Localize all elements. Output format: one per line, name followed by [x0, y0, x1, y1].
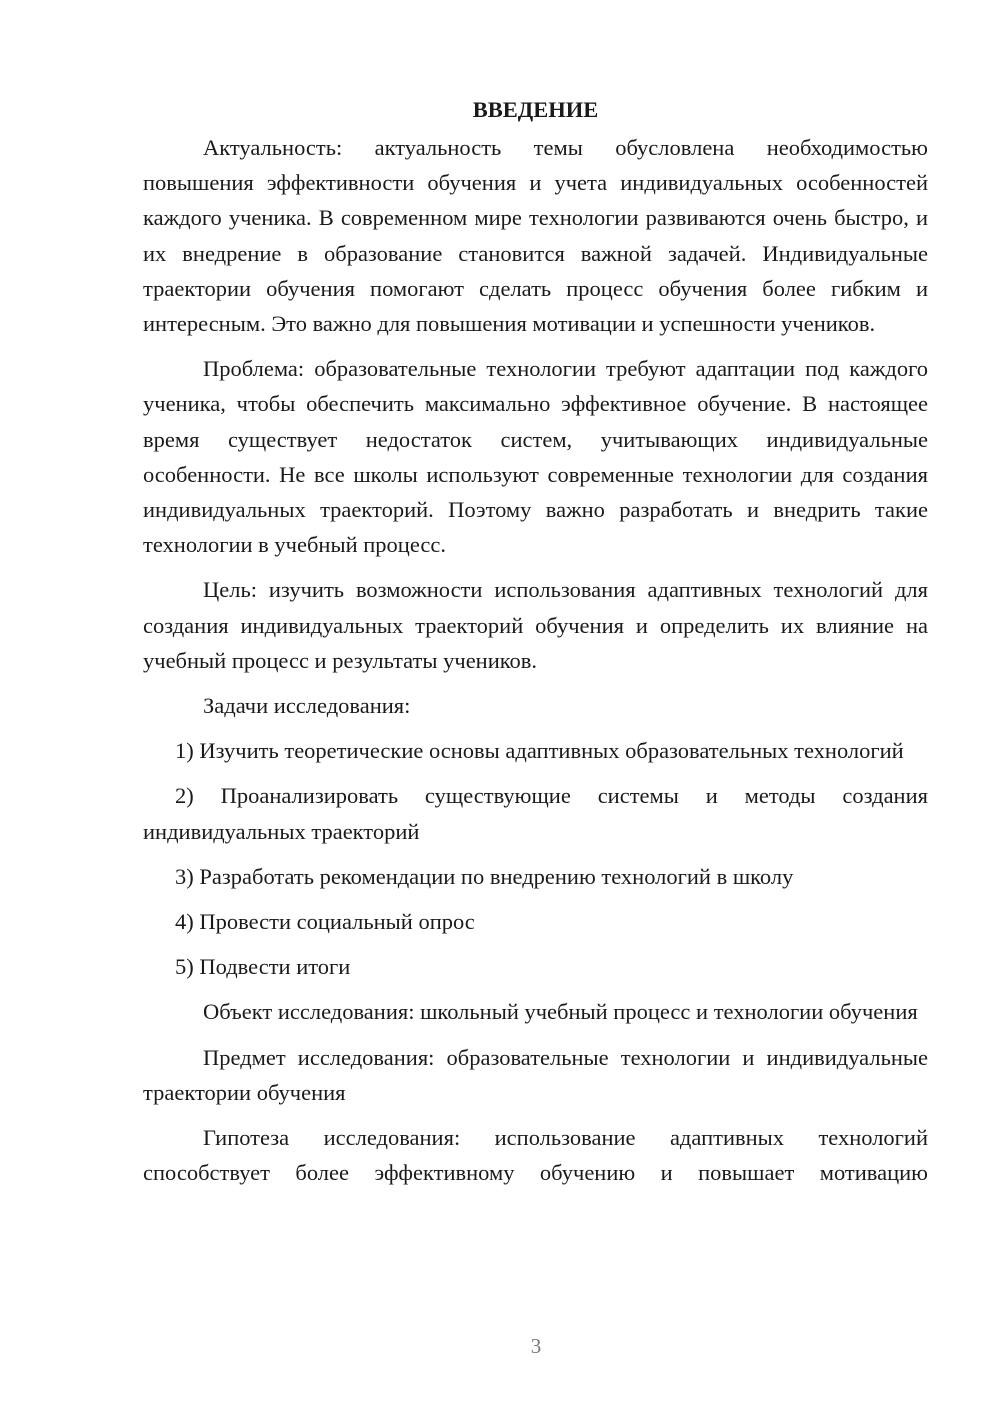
- task-item-5: 5) Подвести итоги: [175, 954, 351, 980]
- task-item-1: 1) Изучить теоретические основы адаптивных образовательных технологий: [175, 738, 904, 764]
- document-page: [143, 92, 928, 1200]
- task-item-2: 2) Проанализировать существующие системы и методы создания индивидуальных траекторий: [143, 783, 928, 844]
- task-item-4: 4) Провести социальный опрос: [175, 909, 475, 935]
- task-item-3: 3) Разработать рекомендации по внедрению технологий в школу: [175, 863, 794, 889]
- paragraph-subject: Предмет исследования: образовательные технологии и индивидуальные траектории обучения: [143, 1044, 928, 1105]
- section-title: ВВЕДЕНИЕ: [472, 97, 599, 122]
- paragraph-problem: Проблема: образовательные технологии требуют адаптации под каждого ученика, чтобы обеспечить максимально эффективное обучение. В настоящее время существует недостаток систем, учитывающих индивидуальные особенности. Не все школы используют современные технологии для создания индивидуальных траекторий. Поэтому важно разработать и внедрить такие технологии в учебный процесс.: [143, 356, 928, 558]
- tasks-heading: Задачи исследования:: [203, 693, 411, 719]
- paragraph-object: Объект исследования: школьный учебный процесс и технологии обучения: [203, 999, 918, 1025]
- paragraph-relevance: Актуальность: актуальность темы обусловлена необходимостью повышения эффективности обучения и учета индивидуальных особенностей каждого ученика. В современном мире технологии развиваются очень быстро, и их внедрение в образование становится важной задачей. Индивидуальные траектории обучения помогают сделать процесс обучения более гибким и интересным. Это важно для повышения мотивации и успешности учеников.: [143, 135, 928, 337]
- paragraph-goal: Цель: изучить возможности использования адаптивных технологий для создания индивидуальных траекторий обучения и определить их влияние на учебный процесс и результаты учеников.: [143, 577, 928, 673]
- paragraph-hypothesis: Гипотеза исследования: использование адаптивных технологий способствует более эффективному обучению и повышает мотивацию: [143, 1125, 928, 1186]
- page-number: 3: [530, 1334, 542, 1358]
